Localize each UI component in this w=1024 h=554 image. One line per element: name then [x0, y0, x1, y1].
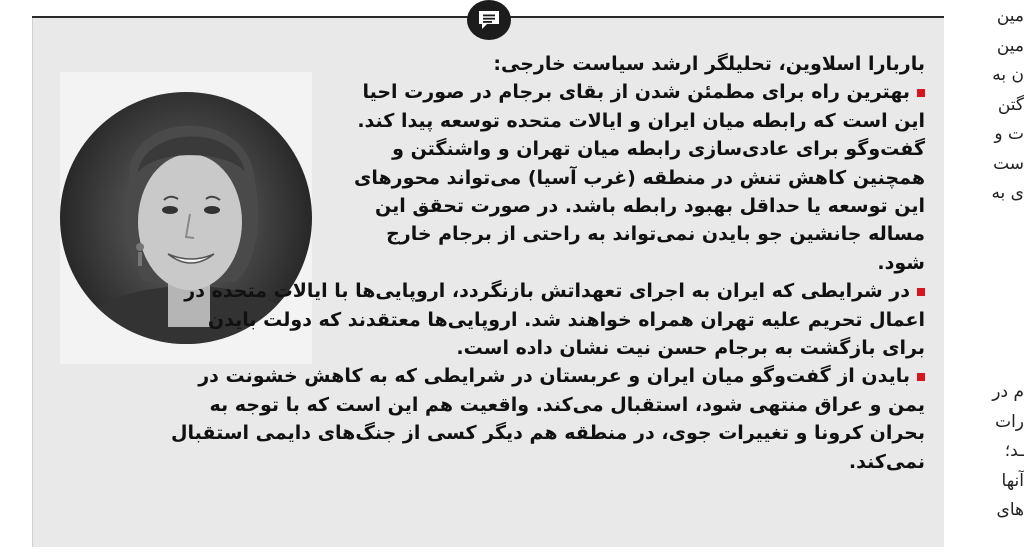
text-fragment: مین	[996, 35, 1024, 56]
text-fragment: م در	[992, 382, 1024, 402]
bullet-item	[350, 78, 925, 277]
red-bullet-square	[917, 373, 925, 381]
bullet-item	[165, 277, 925, 362]
bullet-text: بایدن از گفت‌وگو میان ایران و عربستان در شرایطی که به کاهش خشونت در یمن و عراق منتهی شود، استقبال می‌کند. واقعیت هم این است که با توجه به بحران کرونا و تغییرات جوی، در منطقه هم دیگر کسی از جنگ‌های دایمی استقبال نمی‌کند.	[171, 365, 925, 473]
speech-bubble-badge	[467, 0, 511, 40]
text-fragment: ست	[993, 153, 1024, 174]
text-fragment: رات	[995, 411, 1024, 432]
text-fragment: ت و	[994, 124, 1024, 144]
text-fragment: آنها	[1001, 470, 1024, 491]
red-bullet-square	[917, 288, 925, 296]
text-fragment: های	[996, 500, 1024, 520]
adjacent-column	[960, 0, 1024, 554]
text-fragment: ن به	[992, 65, 1024, 85]
speech-bubble-icon	[476, 7, 502, 33]
bullet-text: در شرایطی که ایران به اجرای تعهداتش بازنگردد، اروپایی‌ها با ایالات متحده در اعمال تحریم علیه تهران همراه خواهند شد. اروپایی‌ها معتقدند که دولت بایدن برای بازگشت به برجام حسن نیت نشان داده است.	[184, 280, 925, 360]
text-fragment: ی به	[991, 183, 1024, 203]
bullet-text: بهترین راه برای مطمئن شدن از بقای برجام در صورت احیا این است که رابطه میان ایران و ایالات متحده توسعه پیدا کند. گفت‌وگو برای عادی‌سازی رابطه میان تهران و واشنگتن و همچنین کاهش تنش در منطقه (غرب آسیا) می‌تواند محورهای این توسعه یا حداقل بهبود رابطه باشد. در صورت تحقق این مساله جانشین جو بایدن نمی‌تواند به راحتی از برجام خارج شود.	[353, 81, 925, 274]
article-text	[165, 50, 925, 476]
text-fragment: گتن	[997, 94, 1024, 115]
article-heading: باربارا اسلاوین، تحلیلگر ارشد سیاست خارجی:	[493, 53, 925, 75]
text-fragment: مین	[996, 6, 1024, 26]
adjacent-fragments-bottom	[992, 378, 1024, 526]
narrow-text-block	[350, 50, 925, 277]
adjacent-fragments-top	[991, 2, 1024, 209]
red-bullet-square	[917, 89, 925, 97]
text-fragment: ـد؛	[1004, 441, 1024, 461]
bullet-item	[165, 362, 925, 476]
